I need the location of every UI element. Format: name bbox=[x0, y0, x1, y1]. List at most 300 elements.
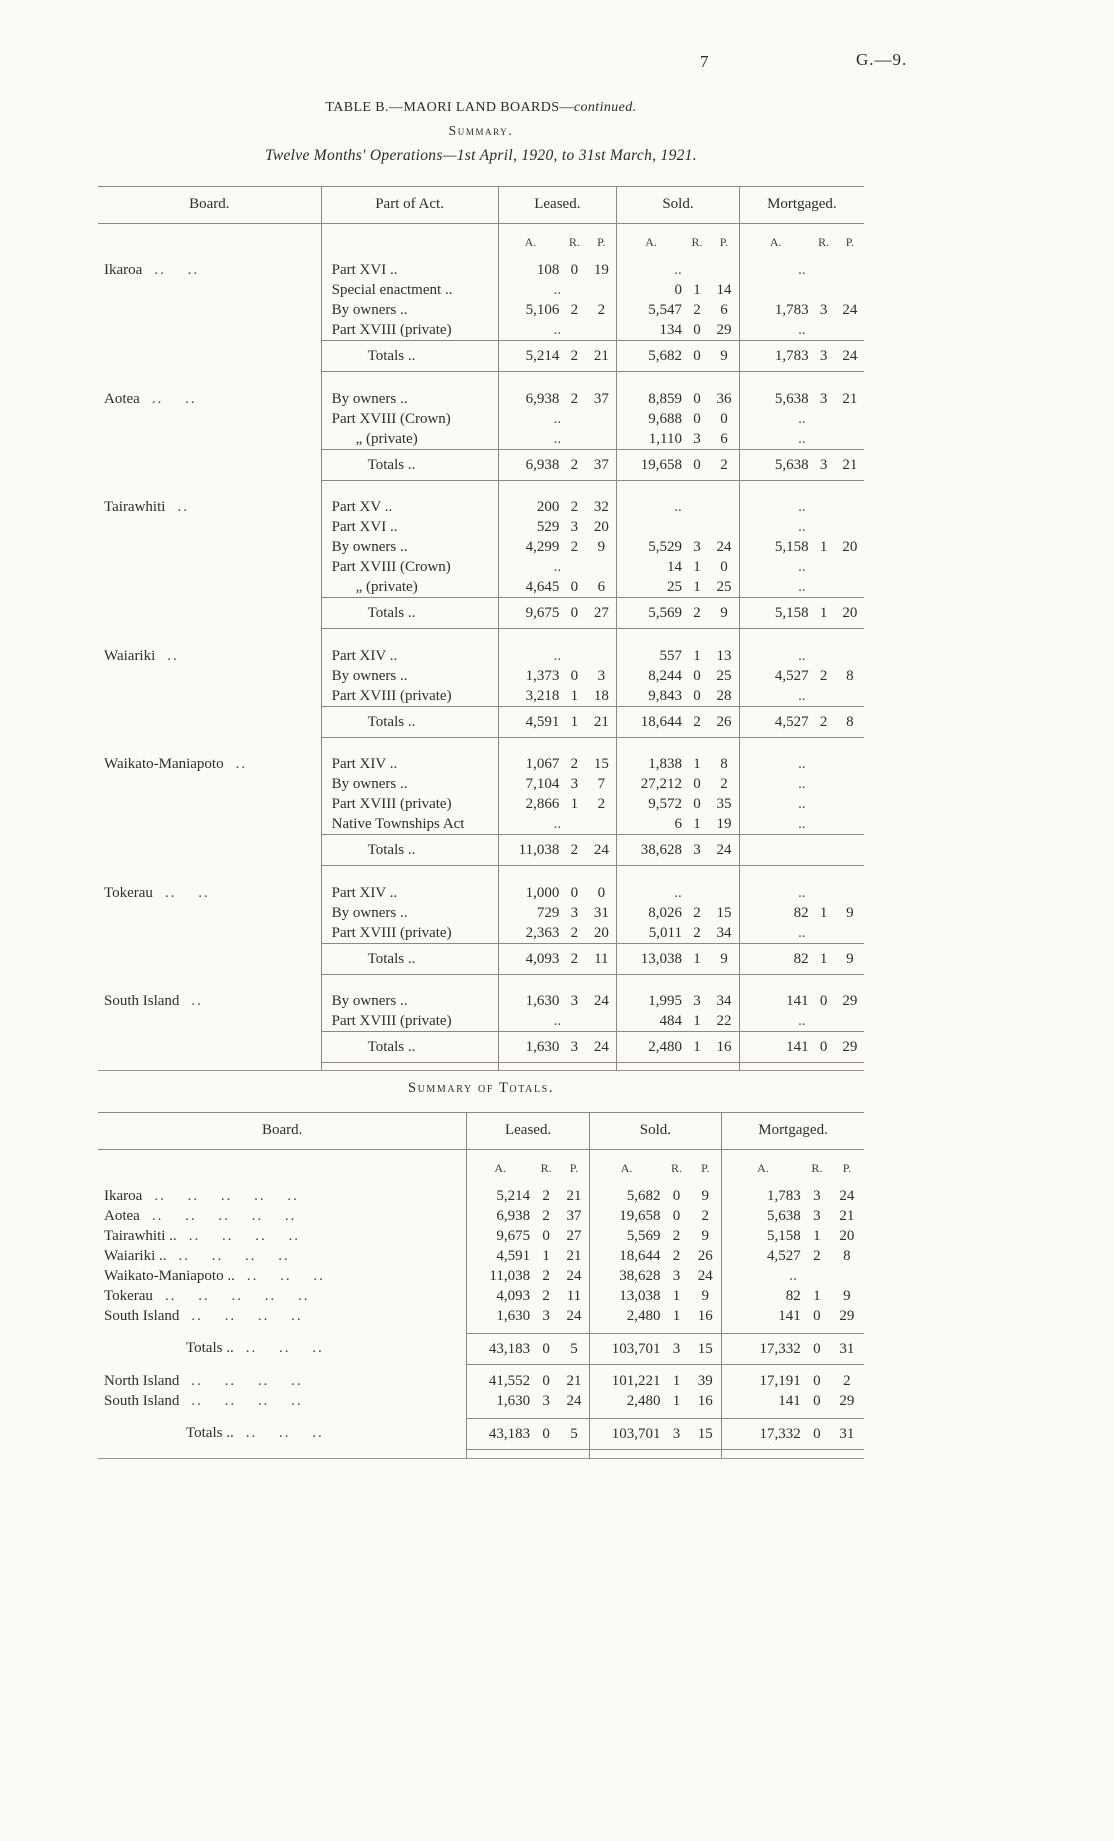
leased-acres: 2,866 bbox=[498, 794, 562, 814]
mortgaged-empty: .. bbox=[739, 429, 864, 450]
sold-perches: 15 bbox=[690, 1418, 722, 1449]
subcol-roods: R. bbox=[691, 235, 703, 249]
leased-perches: 7 bbox=[597, 776, 606, 792]
leased-roods: 1 bbox=[570, 796, 579, 812]
sold-roods: 3 bbox=[693, 430, 701, 447]
title-block bbox=[98, 100, 864, 165]
boards-table bbox=[98, 186, 864, 1071]
mortgaged-acres: 4,527 bbox=[739, 666, 811, 686]
table-row bbox=[98, 746, 864, 774]
sold-acres: 5,569 bbox=[589, 1226, 663, 1246]
table-end-rule bbox=[98, 1063, 864, 1071]
table-row bbox=[98, 638, 864, 666]
leased-roods: 0 bbox=[570, 579, 579, 595]
mortgaged-empty: .. bbox=[739, 320, 864, 341]
table-row bbox=[98, 875, 864, 903]
table-title-main: TABLE B.—MAORI LAND BOARDS— bbox=[325, 100, 574, 115]
col-sold: Sold. bbox=[589, 1113, 721, 1150]
part-of-act: „ (private) bbox=[321, 577, 498, 598]
dot-leader: .. bbox=[235, 756, 248, 772]
leased-perches: 31 bbox=[593, 904, 609, 921]
board-name: Tairawhiti .. .. .. .. .. bbox=[104, 1228, 300, 1244]
subcol-acres: A. bbox=[739, 224, 811, 253]
mortgaged-acres: 1,783 bbox=[739, 300, 811, 320]
sold-acres: 5,682 bbox=[589, 1178, 663, 1206]
sold-acres: 8,859 bbox=[617, 381, 685, 409]
leased-roods: 2 bbox=[570, 499, 579, 515]
mortgaged-acres: 141 bbox=[722, 1391, 804, 1411]
board-name: Waiariki .. .. .. .. .. bbox=[104, 1248, 290, 1264]
totals-sold-roods: 0 bbox=[685, 341, 709, 372]
sold-perches: 24 bbox=[716, 539, 732, 555]
part-of-act: Part XIV .. bbox=[321, 875, 498, 903]
leased-acres: 1,373 bbox=[498, 666, 562, 686]
mortgaged-empty: .. bbox=[739, 638, 864, 666]
subcol-perches: P. bbox=[597, 235, 606, 249]
dot-leader: .. .. .. .. .. bbox=[164, 1288, 310, 1304]
table-row bbox=[98, 1306, 864, 1326]
mortgaged-roods: 0 bbox=[813, 1308, 821, 1324]
dot-leader: .. bbox=[191, 993, 203, 1009]
sold-roods: 3 bbox=[693, 993, 701, 1009]
subcol-roods: R. bbox=[540, 1161, 552, 1175]
board-name: Totals .. .. .. .. bbox=[186, 1425, 324, 1441]
leased-perches: 24 bbox=[566, 1308, 582, 1324]
table-row bbox=[98, 1391, 864, 1411]
totals-mortgaged-acres: 1,783 bbox=[739, 341, 811, 372]
sold-roods: 1 bbox=[672, 1288, 681, 1304]
mortgaged-perches: 31 bbox=[830, 1418, 864, 1449]
col-board: Board. bbox=[98, 187, 321, 224]
part-of-act: „ (private) bbox=[321, 429, 498, 450]
leased-perches: 24 bbox=[593, 993, 609, 1009]
leased-perches: 19 bbox=[593, 262, 609, 278]
mortgaged-acres: 5,158 bbox=[722, 1226, 804, 1246]
mortgaged-empty: .. bbox=[739, 774, 864, 794]
period-line: Twelve Months' Operations—1st April, 1920, to 31st March, 1921. bbox=[265, 147, 697, 164]
mortgaged-empty: .. bbox=[739, 794, 864, 814]
summary-header-row bbox=[98, 1113, 864, 1150]
sold-acres: 9,688 bbox=[617, 409, 685, 429]
leased-acres: 2,363 bbox=[498, 923, 562, 944]
totals-leased-acres: 1,630 bbox=[498, 1032, 562, 1063]
sold-roods: 1 bbox=[693, 647, 701, 664]
mortgaged-empty: .. bbox=[739, 557, 864, 577]
totals-sold-perches: 16 bbox=[709, 1032, 739, 1063]
part-of-act: By owners .. bbox=[321, 903, 498, 923]
leased-acres: 729 bbox=[498, 903, 562, 923]
part-of-act: Part XIV .. bbox=[321, 638, 498, 666]
mortgaged-acres: 82 bbox=[739, 903, 811, 923]
sold-roods: 2 bbox=[693, 302, 701, 318]
sold-roods: 3 bbox=[663, 1333, 689, 1364]
sold-roods: 2 bbox=[672, 1228, 681, 1244]
sold-acres: 25 bbox=[617, 577, 685, 598]
mortgaged-roods: 2 bbox=[813, 1248, 821, 1264]
spacer-row bbox=[98, 866, 864, 875]
leased-acres: 4,645 bbox=[498, 577, 562, 598]
subcol-acres: A. bbox=[589, 1150, 663, 1179]
sold-roods: 0 bbox=[693, 667, 701, 684]
totals-leased-acres: 6,938 bbox=[498, 449, 562, 480]
mortgaged-roods: 2 bbox=[819, 667, 828, 684]
dot-leader: .. bbox=[167, 647, 179, 664]
mortgaged-roods: 3 bbox=[813, 1208, 821, 1224]
sold-acres: 14 bbox=[617, 557, 685, 577]
dot-leader: .. .. bbox=[164, 884, 210, 901]
totals-label: Totals .. bbox=[321, 598, 498, 629]
leased-perches: 24 bbox=[566, 1268, 582, 1284]
main-header-row bbox=[98, 187, 864, 224]
mortgaged-empty: .. bbox=[739, 923, 864, 944]
dot-leader: .. .. bbox=[151, 390, 197, 407]
leased-perches: 37 bbox=[593, 390, 609, 407]
mortgaged-empty: .. bbox=[739, 489, 864, 517]
subcol-roods: R. bbox=[568, 235, 580, 249]
part-of-act: Native Townships Act bbox=[321, 814, 498, 835]
leased-roods: 2 bbox=[542, 1188, 550, 1204]
totals-row bbox=[98, 706, 864, 737]
spacer-row bbox=[98, 480, 864, 489]
totals-mortgaged-roods: 1 bbox=[812, 943, 836, 974]
part-of-act: By owners .. bbox=[321, 774, 498, 794]
mortgaged-acres: 5,158 bbox=[739, 537, 811, 557]
totals-sold-roods: 2 bbox=[685, 598, 709, 629]
sold-roods: 3 bbox=[663, 1418, 689, 1449]
leased-roods: 0 bbox=[533, 1418, 559, 1449]
mortgaged-empty: .. bbox=[739, 814, 864, 835]
totals-sold-perches: 26 bbox=[709, 706, 739, 737]
dot-leader: .. .. .. bbox=[245, 1425, 324, 1441]
mortgaged-acres: 141 bbox=[739, 983, 811, 1011]
sold-roods: 0 bbox=[693, 776, 701, 792]
totals-leased-acres: 11,038 bbox=[498, 835, 562, 866]
leased-roods: 3 bbox=[542, 1393, 550, 1409]
summary-table-container bbox=[98, 1112, 864, 1459]
spacer-row bbox=[98, 737, 864, 746]
spacer-row bbox=[98, 372, 864, 381]
table-row bbox=[98, 1418, 864, 1449]
sold-roods: 0 bbox=[693, 410, 701, 427]
mortgaged-acres: 1,783 bbox=[722, 1178, 804, 1206]
table-end-rule bbox=[98, 1449, 864, 1458]
board-name: Tairawhiti .. bbox=[104, 499, 189, 515]
mortgaged-empty: .. bbox=[739, 577, 864, 598]
sold-perches: 34 bbox=[716, 993, 732, 1009]
mortgaged-perches: 29 bbox=[839, 1393, 855, 1409]
leased-roods: 3 bbox=[570, 904, 579, 921]
mortgaged-perches: 20 bbox=[839, 1228, 855, 1244]
board-name: Waikato-Maniapoto .. bbox=[104, 756, 248, 772]
board-name: South Island .. .. .. .. bbox=[104, 1308, 303, 1324]
sold-acres: 6 bbox=[617, 814, 685, 835]
table-row bbox=[98, 1226, 864, 1246]
sold-acres: 8,026 bbox=[617, 903, 685, 923]
leased-empty: .. bbox=[498, 557, 617, 577]
sold-empty: .. bbox=[617, 875, 740, 903]
table-row bbox=[98, 983, 864, 1011]
sold-perches: 0 bbox=[720, 559, 728, 575]
spacer-row bbox=[98, 1326, 864, 1333]
sold-roods: 1 bbox=[693, 1013, 701, 1029]
sold-perches: 9 bbox=[701, 1228, 710, 1244]
sold-roods: 1 bbox=[672, 1373, 681, 1389]
totals-sold-roods: 3 bbox=[685, 835, 709, 866]
subcol-roods: R. bbox=[811, 1161, 823, 1175]
sold-acres: 1,838 bbox=[617, 746, 685, 774]
leased-roods: 1 bbox=[570, 687, 579, 704]
mortgaged-roods: 0 bbox=[804, 1333, 830, 1364]
leased-acres: 6,938 bbox=[498, 381, 562, 409]
mortgaged-perches: 2 bbox=[843, 1373, 851, 1389]
leased-acres: 6,938 bbox=[467, 1206, 533, 1226]
sold-acres: 103,701 bbox=[589, 1418, 663, 1449]
leased-perches: 6 bbox=[597, 579, 606, 595]
totals-leased-perches: 37 bbox=[586, 449, 616, 480]
board-name: Waikato-Maniapoto .. .. .. .. bbox=[104, 1268, 325, 1284]
totals-mortgaged-roods: 0 bbox=[812, 1032, 836, 1063]
totals-sold-perches: 9 bbox=[709, 943, 739, 974]
sold-perches: 2 bbox=[720, 776, 728, 792]
sold-acres: 5,547 bbox=[617, 300, 685, 320]
totals-leased-acres: 4,093 bbox=[498, 943, 562, 974]
totals-sold-acres: 19,658 bbox=[617, 449, 685, 480]
mortgaged-acres: 5,638 bbox=[739, 381, 811, 409]
totals-leased-acres: 9,675 bbox=[498, 598, 562, 629]
mortgaged-perches: 29 bbox=[839, 1308, 855, 1324]
mortgaged-roods: 0 bbox=[813, 1373, 821, 1389]
mortgaged-perches: 29 bbox=[842, 993, 858, 1009]
sold-roods: 1 bbox=[693, 579, 701, 595]
totals-mortgaged-perches: 9 bbox=[836, 943, 864, 974]
sold-acres: 103,701 bbox=[589, 1333, 663, 1364]
col-mortgaged: Mortgaged. bbox=[739, 187, 864, 224]
leased-acres: 4,299 bbox=[498, 537, 562, 557]
sold-roods: 3 bbox=[672, 1268, 681, 1284]
sold-roods: 1 bbox=[672, 1308, 681, 1324]
leased-acres: 3,218 bbox=[498, 686, 562, 707]
leased-acres: 7,104 bbox=[498, 774, 562, 794]
sold-perches: 6 bbox=[720, 302, 728, 318]
mortgaged-roods: 0 bbox=[804, 1418, 830, 1449]
leased-acres: 5,214 bbox=[467, 1178, 533, 1206]
totals-label: Totals .. bbox=[321, 1032, 498, 1063]
leased-roods: 2 bbox=[570, 539, 579, 555]
leased-perches: 2 bbox=[597, 796, 606, 812]
leased-roods: 3 bbox=[570, 993, 579, 1009]
summary-table bbox=[98, 1112, 864, 1459]
leased-roods: 2 bbox=[570, 390, 579, 407]
mortgaged-perches: 24 bbox=[839, 1188, 855, 1204]
mortgaged-empty: .. bbox=[739, 409, 864, 429]
sold-roods: 2 bbox=[693, 904, 701, 921]
sold-acres: 2,480 bbox=[589, 1391, 663, 1411]
leased-perches: 24 bbox=[566, 1393, 582, 1409]
totals-leased-roods: 2 bbox=[562, 835, 586, 866]
table-title-continued: continued. bbox=[573, 100, 637, 115]
totals-sold-roods: 2 bbox=[685, 706, 709, 737]
sold-perches: 16 bbox=[697, 1393, 713, 1409]
sold-acres: 134 bbox=[617, 320, 685, 341]
sold-empty bbox=[617, 517, 740, 537]
mortgaged-perches: 20 bbox=[842, 539, 858, 555]
part-of-act: Part XVIII (Crown) bbox=[321, 409, 498, 429]
leased-roods: 0 bbox=[542, 1373, 550, 1389]
leased-roods: 2 bbox=[570, 756, 579, 772]
sold-perches: 16 bbox=[697, 1308, 713, 1324]
part-of-act: Part XVIII (private) bbox=[321, 794, 498, 814]
totals-leased-acres: 4,591 bbox=[498, 706, 562, 737]
totals-sold-acres: 5,682 bbox=[617, 341, 685, 372]
sold-roods: 3 bbox=[693, 539, 701, 555]
leased-perches: 3 bbox=[597, 667, 606, 684]
leased-perches: 21 bbox=[566, 1188, 582, 1204]
part-of-act: Part XVIII (private) bbox=[321, 923, 498, 944]
leased-roods: 3 bbox=[570, 519, 579, 535]
totals-leased-roods: 0 bbox=[562, 598, 586, 629]
sold-acres: 9,843 bbox=[617, 686, 685, 707]
summary-label: Summary. bbox=[448, 123, 514, 138]
leased-acres: 1,630 bbox=[498, 983, 562, 1011]
totals-sold-acres: 13,038 bbox=[617, 943, 685, 974]
table-row bbox=[98, 1178, 864, 1206]
dot-leader: .. .. .. .. bbox=[178, 1248, 290, 1264]
subcol-acres: A. bbox=[722, 1150, 804, 1179]
mortgaged-empty: .. bbox=[739, 686, 864, 707]
part-of-act: By owners .. bbox=[321, 300, 498, 320]
totals-row bbox=[98, 449, 864, 480]
table-row bbox=[98, 1246, 864, 1266]
totals-mortgaged-roods: 3 bbox=[812, 449, 836, 480]
totals-sold-acres: 5,569 bbox=[617, 598, 685, 629]
leased-acres: 41,552 bbox=[467, 1371, 533, 1391]
sold-perches: 26 bbox=[697, 1248, 713, 1264]
sold-acres: 27,212 bbox=[617, 774, 685, 794]
sold-acres: 5,011 bbox=[617, 923, 685, 944]
mortgaged-acres: 17,332 bbox=[722, 1333, 804, 1364]
sold-acres: 0 bbox=[617, 280, 685, 300]
part-of-act: Part XV .. bbox=[321, 489, 498, 517]
leased-perches: 37 bbox=[566, 1208, 582, 1224]
sold-roods: 2 bbox=[672, 1248, 681, 1264]
leased-perches: 21 bbox=[566, 1248, 582, 1264]
totals-mortgaged-acres: 5,158 bbox=[739, 598, 811, 629]
part-of-act: Part XIV .. bbox=[321, 746, 498, 774]
mortgaged-acres: 5,638 bbox=[722, 1206, 804, 1226]
totals-leased-perches: 21 bbox=[586, 706, 616, 737]
leased-acres: 108 bbox=[498, 252, 562, 280]
totals-row bbox=[98, 835, 864, 866]
subcol-perches: P. bbox=[569, 1161, 579, 1175]
mortgaged-acres: 4,527 bbox=[722, 1246, 804, 1266]
totals-mortgaged-empty bbox=[739, 835, 864, 866]
mortgaged-empty: .. bbox=[739, 517, 864, 537]
sold-acres: 13,038 bbox=[589, 1286, 663, 1306]
spacer-row bbox=[98, 1364, 864, 1371]
totals-sold-roods: 0 bbox=[685, 449, 709, 480]
leased-perches: 0 bbox=[597, 884, 606, 901]
totals-sold-perches: 9 bbox=[709, 598, 739, 629]
board-name: Aotea .. .. bbox=[104, 390, 197, 407]
leased-acres: 1,000 bbox=[498, 875, 562, 903]
leased-roods: 2 bbox=[542, 1208, 550, 1224]
leased-empty: .. bbox=[498, 409, 617, 429]
part-of-act: Part XVI .. bbox=[321, 517, 498, 537]
mortgaged-perches: 31 bbox=[830, 1333, 864, 1364]
board-name: Totals .. .. .. .. bbox=[186, 1340, 324, 1356]
board-name: Ikaroa .. .. .. .. .. bbox=[104, 1188, 299, 1204]
sold-perches: 9 bbox=[701, 1288, 710, 1304]
totals-row bbox=[98, 598, 864, 629]
board-name: Tokerau .. .. .. .. .. bbox=[104, 1288, 310, 1304]
leased-perches: 18 bbox=[593, 687, 609, 704]
leased-perches: 9 bbox=[597, 539, 606, 555]
sold-acres: 101,221 bbox=[589, 1371, 663, 1391]
spacer-row bbox=[98, 1411, 864, 1418]
arp-header-row bbox=[98, 1150, 864, 1179]
sold-acres: 8,244 bbox=[617, 666, 685, 686]
sold-acres: 38,628 bbox=[589, 1266, 663, 1286]
sold-acres: 9,572 bbox=[617, 794, 685, 814]
totals-mortgaged-roods: 3 bbox=[812, 341, 836, 372]
leased-empty: .. bbox=[498, 638, 617, 666]
totals-leased-perches: 11 bbox=[586, 943, 616, 974]
leased-acres: 200 bbox=[498, 489, 562, 517]
leased-roods: 2 bbox=[542, 1288, 550, 1304]
totals-label: Totals .. bbox=[321, 341, 498, 372]
sold-roods: 0 bbox=[672, 1188, 681, 1204]
leased-acres: 1,630 bbox=[467, 1306, 533, 1326]
col-board: Board. bbox=[98, 1113, 467, 1150]
totals-mortgaged-perches: 24 bbox=[836, 341, 864, 372]
doc-reference: G.—9. bbox=[856, 50, 908, 69]
leased-acres: 4,591 bbox=[467, 1246, 533, 1266]
sold-perches: 13 bbox=[716, 647, 732, 664]
sold-perches: 29 bbox=[716, 322, 732, 338]
mortgaged-perches: 21 bbox=[839, 1208, 855, 1224]
subcol-roods: R. bbox=[818, 235, 830, 249]
table-row bbox=[98, 1286, 864, 1306]
leased-roods: 0 bbox=[570, 262, 579, 278]
mortgaged-roods: 1 bbox=[813, 1288, 821, 1304]
sold-acres: 2,480 bbox=[589, 1306, 663, 1326]
sold-perches: 0 bbox=[720, 410, 728, 427]
dot-leader: .. .. bbox=[154, 262, 200, 278]
totals-label: Totals .. bbox=[321, 835, 498, 866]
mortgaged-roods: 3 bbox=[819, 390, 828, 407]
sold-perches: 34 bbox=[716, 924, 732, 941]
sold-perches: 39 bbox=[697, 1373, 713, 1389]
leased-roods: 2 bbox=[570, 924, 579, 941]
table-row bbox=[98, 1333, 864, 1364]
mortgaged-empty: .. bbox=[722, 1266, 864, 1286]
leased-roods: 2 bbox=[542, 1268, 550, 1284]
sold-acres: 18,644 bbox=[589, 1246, 663, 1266]
board-name: South Island .. bbox=[104, 993, 203, 1009]
leased-acres: 1,630 bbox=[467, 1391, 533, 1411]
mortgaged-acres: 141 bbox=[722, 1306, 804, 1326]
part-of-act: By owners .. bbox=[321, 381, 498, 409]
subcol-perches: P. bbox=[701, 1161, 710, 1175]
table-row bbox=[98, 1206, 864, 1226]
subcol-acres: A. bbox=[467, 1150, 533, 1179]
totals-leased-perches: 24 bbox=[586, 1032, 616, 1063]
sold-perches: 22 bbox=[716, 1013, 732, 1029]
board-name: Tokerau .. .. bbox=[104, 884, 210, 901]
leased-roods: 3 bbox=[542, 1308, 550, 1324]
col-leased: Leased. bbox=[498, 187, 617, 224]
part-of-act: By owners .. bbox=[321, 537, 498, 557]
